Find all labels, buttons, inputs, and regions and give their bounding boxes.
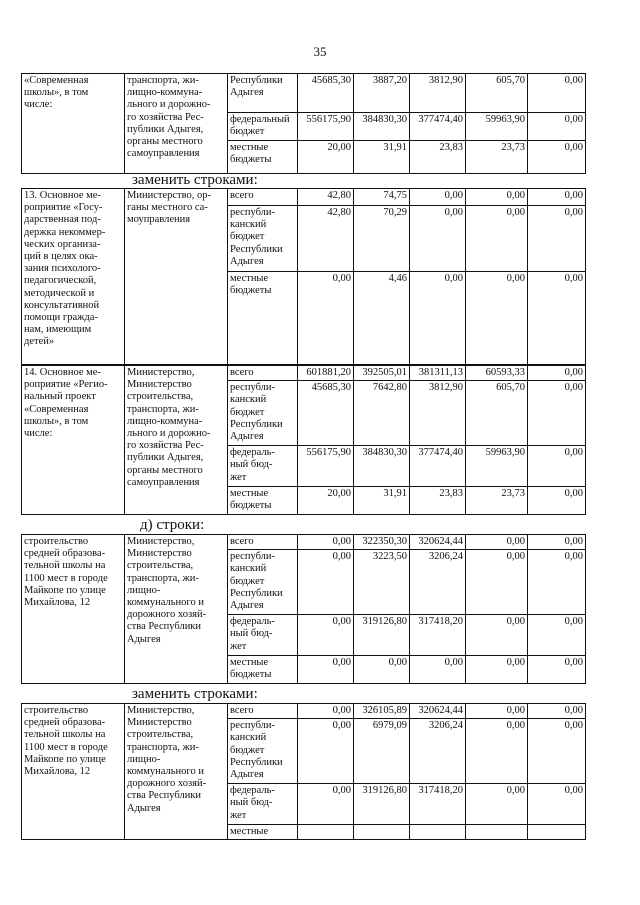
- funding-source: местные бюджеты: [228, 141, 298, 174]
- value-cell: 0,00: [466, 206, 528, 272]
- value-cell: 0,00: [528, 704, 586, 719]
- table-row: [22, 704, 586, 719]
- funding-source: Республики Адыгея: [228, 74, 298, 113]
- value-cell: 605,70: [466, 381, 528, 446]
- value-cell: 0,00: [298, 784, 354, 825]
- value-cell: 31,91: [354, 141, 410, 174]
- value-cell: 384830,30: [354, 113, 410, 141]
- value-cell: 23,83: [410, 487, 466, 514]
- event-description: 14. Основное ме- роприятие «Регио- нальный проект «Современная школы», в том числе:: [22, 366, 125, 515]
- funding-source: местные бюджеты: [228, 487, 298, 514]
- value-cell: 0,00: [298, 719, 354, 784]
- value-cell: 0,00: [528, 113, 586, 141]
- value-cell: 0,00: [466, 784, 528, 825]
- value-cell: 0,00: [528, 189, 586, 206]
- value-cell: 3812,90: [410, 381, 466, 446]
- funding-source: всего: [228, 189, 298, 206]
- value-cell: 0,00: [298, 535, 354, 550]
- value-cell: 0,00: [466, 704, 528, 719]
- event-description: «Современная школы», в том числе:: [22, 74, 125, 174]
- table-block-school-construction-old: [21, 534, 586, 684]
- funding-source: местные: [228, 825, 298, 840]
- value-cell: 0,00: [528, 446, 586, 487]
- value-cell: 0,00: [528, 656, 586, 684]
- value-cell: 20,00: [298, 141, 354, 174]
- value-cell: 0,00: [528, 366, 586, 381]
- table-block-school-continuation: [21, 73, 586, 174]
- funding-source: республи- канский бюджет Республики Адыгея: [228, 550, 298, 615]
- funding-source: всего: [228, 535, 298, 550]
- value-cell: 0,00: [466, 550, 528, 615]
- event-description: 13. Основное ме- роприятие «Госу- дарственная под- держка некоммер- ческих организа- ций в целях ока- зания психолого- педагогической, методической и консультативной помощи гражда- нам, имеющим детей»: [22, 189, 125, 365]
- value-cell: 0,00: [466, 719, 528, 784]
- value-cell: 556175,90: [298, 113, 354, 141]
- value-cell: 31,91: [354, 487, 410, 514]
- section-instruction: д) строки:: [140, 517, 205, 533]
- executor-cell: Министерство, Министерство строительства, транспорта, жи- лищно- коммунального и дорожного хозяй- ства Республики Адыгея: [125, 704, 228, 840]
- value-cell: 3223,50: [354, 550, 410, 615]
- executor-cell: транспорта, жи- лищно-коммуна- льного и дорожно- го хозяйства Рес- публики Адыгея, органы местного самоуправления: [125, 74, 228, 174]
- value-cell: [354, 825, 410, 840]
- value-cell: 0,00: [528, 206, 586, 272]
- value-cell: 0,00: [528, 74, 586, 113]
- value-cell: 0,00: [528, 719, 586, 784]
- value-cell: 0,00: [298, 272, 354, 365]
- value-cell: 0,00: [410, 272, 466, 365]
- value-cell: 377474,40: [410, 113, 466, 141]
- value-cell: 0,00: [528, 381, 586, 446]
- value-cell: 0,00: [528, 535, 586, 550]
- value-cell: 317418,20: [410, 615, 466, 656]
- value-cell: 381311,13: [410, 366, 466, 381]
- value-cell: [298, 825, 354, 840]
- value-cell: 0,00: [298, 615, 354, 656]
- value-cell: 6979,09: [354, 719, 410, 784]
- value-cell: 42,80: [298, 206, 354, 272]
- value-cell: 7642,80: [354, 381, 410, 446]
- table-block-school-construction-new: [21, 703, 586, 840]
- event-description: строительство средней образова- тельной школы на 1100 мест в городе Майкопе по улице Михайлова, 12: [22, 535, 125, 684]
- value-cell: 0,00: [298, 704, 354, 719]
- table-row: [22, 74, 586, 113]
- table-row: [22, 189, 586, 206]
- value-cell: [528, 825, 586, 840]
- value-cell: 3887,20: [354, 74, 410, 113]
- event-description: строительство средней образова- тельной школы на 1100 мест в городе Майкопе по улице Михайлова, 12: [22, 704, 125, 840]
- executor-cell: Министерство, ор- ганы местного са- моуправления: [125, 189, 228, 365]
- value-cell: 320624,44: [410, 535, 466, 550]
- value-cell: 319126,80: [354, 784, 410, 825]
- value-cell: 70,29: [354, 206, 410, 272]
- value-cell: 60593,33: [466, 366, 528, 381]
- table-row: [22, 535, 586, 550]
- value-cell: 0,00: [528, 272, 586, 365]
- value-cell: 23,73: [466, 487, 528, 514]
- value-cell: 74,75: [354, 189, 410, 206]
- funding-source: местные бюджеты: [228, 656, 298, 684]
- value-cell: 0,00: [298, 656, 354, 684]
- value-cell: 326105,89: [354, 704, 410, 719]
- funding-source: федераль- ный бюд- жет: [228, 446, 298, 487]
- executor-cell: Министерство, Министерство строительства, транспорта, жи- лищно-коммуна- льного и дорожно- го хозяйства Рес- публики Адыгея, органы местного самоуправления: [125, 366, 228, 515]
- value-cell: 23,83: [410, 141, 466, 174]
- value-cell: 3206,24: [410, 550, 466, 615]
- value-cell: 384830,30: [354, 446, 410, 487]
- value-cell: 377474,40: [410, 446, 466, 487]
- value-cell: 45685,30: [298, 74, 354, 113]
- value-cell: 0,00: [298, 550, 354, 615]
- table-block-event-14: [21, 365, 586, 515]
- value-cell: 319126,80: [354, 615, 410, 656]
- value-cell: 0,00: [528, 487, 586, 514]
- funding-source: всего: [228, 704, 298, 719]
- table-block-event-13: [21, 188, 586, 365]
- value-cell: 320624,44: [410, 704, 466, 719]
- executor-cell: Министерство, Министерство строительства, транспорта, жи- лищно- коммунального и дорожного хозяй- ства Республики Адыгея: [125, 535, 228, 684]
- value-cell: 317418,20: [410, 784, 466, 825]
- value-cell: 0,00: [466, 615, 528, 656]
- value-cell: 0,00: [528, 784, 586, 825]
- value-cell: 0,00: [466, 656, 528, 684]
- value-cell: 322350,30: [354, 535, 410, 550]
- value-cell: 0,00: [528, 141, 586, 174]
- funding-source: республи- канский бюджет Республики Адыгея: [228, 719, 298, 784]
- value-cell: 3206,24: [410, 719, 466, 784]
- value-cell: 23,73: [466, 141, 528, 174]
- value-cell: 45685,30: [298, 381, 354, 446]
- value-cell: 0,00: [466, 535, 528, 550]
- value-cell: 392505,01: [354, 366, 410, 381]
- funding-source: федераль- ный бюд- жет: [228, 615, 298, 656]
- value-cell: 0,00: [528, 550, 586, 615]
- value-cell: 0,00: [354, 656, 410, 684]
- section-instruction: заменить строками:: [132, 172, 258, 188]
- funding-source: федераль- ный бюд- жет: [228, 784, 298, 825]
- value-cell: 42,80: [298, 189, 354, 206]
- funding-source: местные бюджеты: [228, 272, 298, 365]
- value-cell: [466, 825, 528, 840]
- value-cell: 3812,90: [410, 74, 466, 113]
- value-cell: 20,00: [298, 487, 354, 514]
- value-cell: 0,00: [466, 189, 528, 206]
- funding-source: федеральный бюджет: [228, 113, 298, 141]
- section-instruction: заменить строками:: [132, 686, 258, 702]
- value-cell: 59963,90: [466, 446, 528, 487]
- value-cell: 556175,90: [298, 446, 354, 487]
- value-cell: 0,00: [466, 272, 528, 365]
- funding-source: республи- канский бюджет Республики Адыгея: [228, 381, 298, 446]
- value-cell: 0,00: [410, 656, 466, 684]
- value-cell: 0,00: [528, 615, 586, 656]
- value-cell: 59963,90: [466, 113, 528, 141]
- value-cell: [410, 825, 466, 840]
- value-cell: 0,00: [410, 206, 466, 272]
- funding-source: всего: [228, 366, 298, 381]
- page-number: 35: [313, 44, 327, 59]
- value-cell: 0,00: [410, 189, 466, 206]
- table-row: [22, 366, 586, 381]
- value-cell: 4,46: [354, 272, 410, 365]
- funding-source: республи- канский бюджет Республики Адыгея: [228, 206, 298, 272]
- value-cell: 605,70: [466, 74, 528, 113]
- value-cell: 601881,20: [298, 366, 354, 381]
